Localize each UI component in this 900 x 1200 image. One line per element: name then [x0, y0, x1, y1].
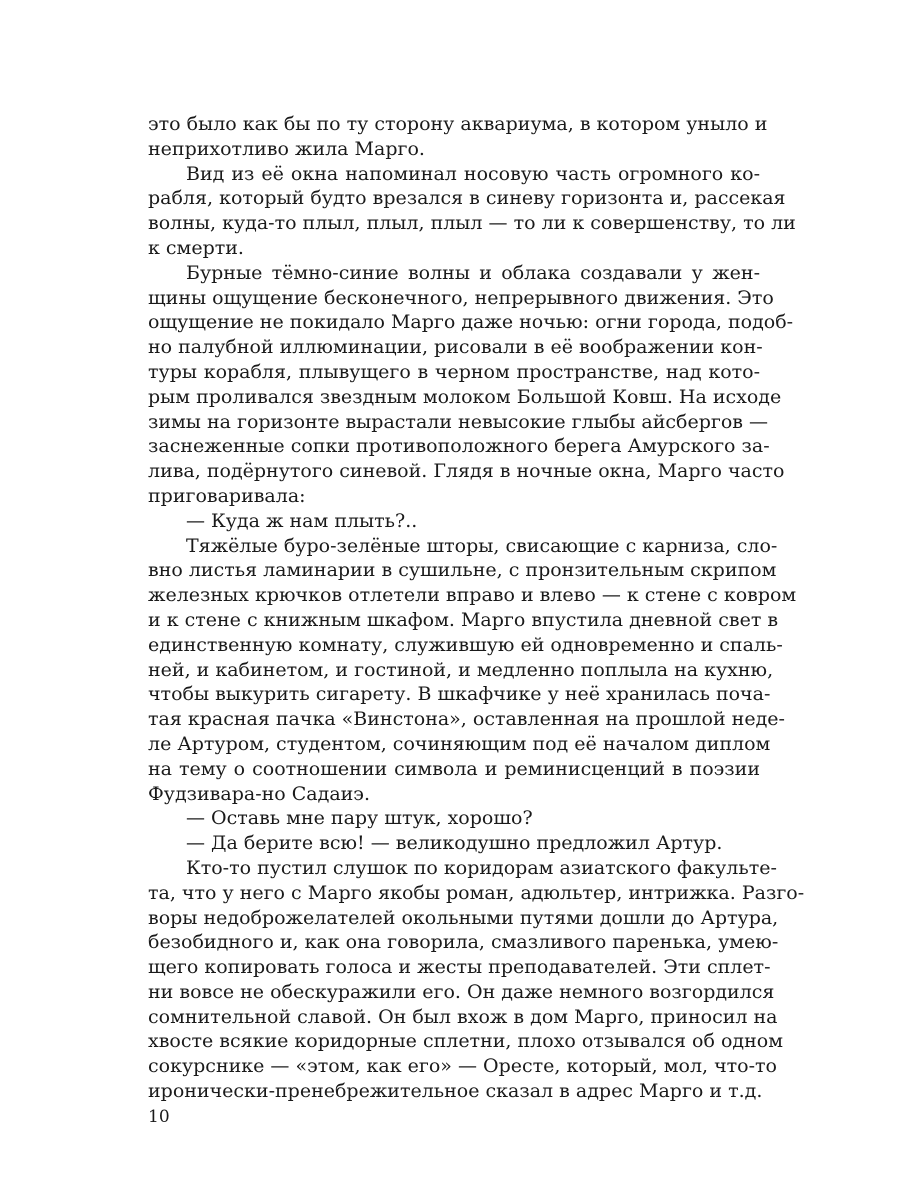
- text-line: сокурснике — «этом, как его» — Оресте, который, мол, что-то: [148, 1055, 777, 1078]
- text-line: и к стене с книжным шкафом. Марго впустила дневной свет в: [148, 608, 779, 631]
- page-number: 10: [148, 1107, 170, 1127]
- text-line: неприхотливо жила Марго.: [148, 137, 425, 160]
- text-line: хвосте всякие коридорные сплетни, плохо отзывался об одном: [148, 1030, 783, 1053]
- text-line: рым проливался звездным молоком Большой Ковш. На исходе: [148, 385, 782, 408]
- text-line: вно листья ламинарии в сушильне, с пронзительным скрипом: [148, 559, 777, 582]
- text-line: заснеженные сопки противоположного берега Амурского за-: [148, 435, 770, 458]
- text-line: на тему о соотношении символа и реминисценций в поэзии: [148, 757, 760, 780]
- text-line: сомнительной славой. Он был вхож в дом Марго, приносил на: [148, 1005, 778, 1028]
- text-line: безобидного и, как она говорила, смазливого паренька, умею-: [148, 931, 779, 954]
- text-line: ней, и кабинетом, и гостиной, и медленно поплыла на кухню,: [148, 658, 774, 681]
- text-line: иронически-пренебрежительное сказал в адрес Марго и т.д.: [148, 1080, 763, 1103]
- text-line: ни вовсе не обескуражили его. Он даже немного возгордился: [148, 980, 775, 1003]
- text-line: это было как бы по ту сторону аквариума, в котором уныло и: [148, 113, 768, 135]
- text-line: железных крючков отлетели вправо и влево — к стене с ковром: [148, 584, 797, 607]
- text-line: но палубной иллюминации, рисовали в её воображении кон-: [148, 336, 763, 359]
- text-line: та, что у него с Марго якобы роман, адюльтер, интрижка. Разго-: [148, 881, 805, 904]
- text-line: — Куда ж нам плыть?..: [186, 509, 418, 532]
- text-line: воры недоброжелателей окольными путями дошли до Артура,: [148, 906, 779, 929]
- text-line: волны, куда-то плыл, плыл, плыл — то ли к совершенству, то ли: [148, 212, 796, 235]
- text-line: — Да берите всю! — великодушно предложил Артур.: [186, 832, 723, 855]
- text-line: рабля, который будто врезался в синеву горизонта и, рассекая: [148, 187, 786, 210]
- text-line: щины ощущение бесконечного, непрерывного движения. Это: [148, 286, 774, 309]
- text-line: лива, подёрнутого синевой. Глядя в ночные окна, Марго часто: [148, 460, 785, 483]
- text-line: зимы на горизонте вырастали невысокие глыбы айсбергов —: [148, 410, 769, 433]
- text-line: Вид из её окна напоминал носовую часть огромного ко-: [186, 162, 760, 185]
- text-line: ле Артуром, студентом, сочиняющим под её началом диплом: [148, 732, 771, 755]
- text-line: Тяжёлые буро-зелёные шторы, свисающие с карниза, сло-: [186, 534, 778, 557]
- text-line: единственную комнату, служившую ей одновременно и спаль-: [148, 633, 783, 656]
- text-line: приговаривала:: [148, 484, 306, 507]
- text-line: ощущение не покидало Марго даже ночью: огни города, подоб-: [148, 311, 794, 334]
- page-body: [148, 112, 805, 1104]
- text-line: Фудзивара-но Садаиэ.: [148, 782, 370, 805]
- text-line: туры корабля, плывущего в черном пространстве, над кото-: [148, 360, 760, 383]
- text-line: — Оставь мне пару штук, хорошо?: [186, 807, 533, 830]
- text-line: к смерти.: [148, 236, 244, 259]
- text-line: Кто-то пустил слушок по коридорам азиатского факульте-: [186, 856, 777, 879]
- text-line: чтобы выкурить сигарету. В шкафчике у неё хранилась поча-: [148, 683, 771, 706]
- text-line: тая красная пачка «Винстона», оставленная на прошлой неде-: [148, 708, 785, 731]
- text-line: щего копировать голоса и жесты преподавателей. Эти сплет-: [148, 956, 771, 979]
- text-line: Бурные тёмно-синие волны и облака создавали у жен-: [186, 261, 760, 284]
